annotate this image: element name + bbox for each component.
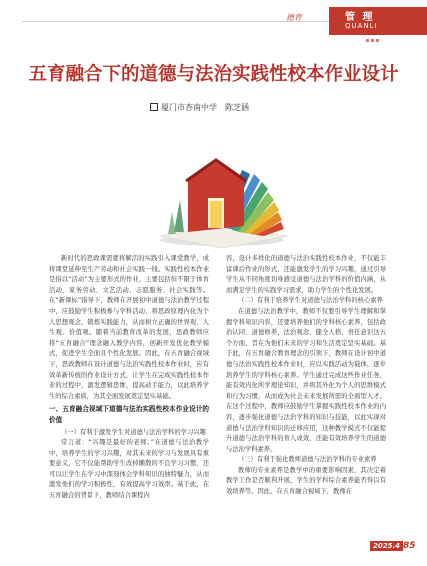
header-section-tab <box>329 7 427 35</box>
subsection-heading: （三）有利于强化教师道德与法治学科的专业素养 <box>238 456 377 464</box>
text-column-right <box>226 254 386 498</box>
decor-square <box>371 39 374 42</box>
decor-square <box>366 39 369 42</box>
text-column-left <box>49 254 209 502</box>
section-title-cn: 管 理 <box>345 12 375 23</box>
paragraph: 常言道：“兴趣是最好的老师。”在道德与法治教学中，培养学生的学习兴趣，对其未来的学习与发展具有重要意义，它不仅能帮助学生改掉懒散的不良学习习惯，还可以让学生在学习中深刻体会学科知识的独特魅力，从而激发他们的学习积极性，有效提高学习效率。基于此，在五育融合的背景下，教师结合课程内 <box>49 439 209 500</box>
paragraph: 在道德与法治教学中，教师不仅要引导学生理解和掌握学科知识内容，还要培养他们的学科核心素养，包括政治认同、道德修养、法治观念、健全人格、责任意识这五个方面，旨在为他们未来的学习和生活奠定坚实基础。基于此，在五育融合教育理念的引领下，教师在设计初中道德与法治实践性校本作业时，应以实践活动为载体，逐步培养学生的学科核心素养。学生通过完成这些作业任务，能有效内化所学理论知识，并将其外化为个人的思维模式和行为习惯，从而成为社会未来发展所需的全面型人才。在这个过程中，教师应鼓励学生掌握实践性校本作业的内容，逐步强化道德与法治学科的知识与技能，以此实现对道德与法治学科知识的迁移应用，这种教学模式不仅能提升道德与法治学科的育人成效，还能有效培养学生的道德与法治学科素养。 <box>226 307 386 453</box>
section-heading: 一、五育融合视域下道德与法治实践性校本作业设计的价值 <box>49 405 209 424</box>
paragraph: 教师的专业素养是教学中的重要影响因素，其决定着教学工作是否顺利开展，学生的学科综合素养能否得以有效培养等。因此，在五育融合视域下，教师在 <box>226 466 386 496</box>
book-house-illustration <box>150 140 300 252</box>
section-title-en: QUANLI <box>345 22 378 30</box>
article-author: 厦门市杏南中学 陈芝涵 <box>161 103 249 112</box>
subsection-heading: （二）有利于培养学生对道德与法治学科的核心素养 <box>238 297 383 305</box>
article-title: 五育融合下的道德与法治实践性校本作业设计 <box>28 64 399 85</box>
issue-badge: 2025.4 <box>370 541 403 551</box>
author-box-icon <box>150 103 158 111</box>
article-author-line <box>150 102 249 113</box>
decor-square <box>376 39 379 42</box>
page-number: 85 <box>403 541 416 551</box>
subsection-heading: （一）有利于激发学生对道德与法治学科的学习兴趣 <box>61 428 206 436</box>
paragraph: 容，设计多样化的道德与法治实践性校本作业，不仅能丰富课后作业的形式，还能激发学生的学习兴趣，通过引导学生从不同角度切身感受道德与法治学科的价值内涵，从而满足学生的实践学习需求，助力学生的个性化发展。 <box>226 255 386 294</box>
paragraph: 新时代的思政课需要将解活的实践引入课堂教学，成将课堂延伸至生产劳动和社会实践一线。实践性校本作业是指以“活动”为主要形式的作业，主要包括但不限于体育活动、家务劳动、文艺活动、志愿服务、社会实践等。在“新课标”指导下，教师在开展初中道德与法治教学过程中，应鼓励学生积极参与学科活动，将思政原理内化为个人思想观念，锻炼实践能力，从而树立正确的世界观、人生观、价值观。随着当前教育改革的发展，思政教师应将“五育融合”理念融入教学内容，创新开发优化教学模式，促进学生全面且个性化发展。因此，在五育融合视域下，思政教师在设计道德与法治实践性校本作业时，应有效革新传统的作业设计方式，让学生在完成实践性校本作业的过程中，激发逻辑思维，提高动手能力，以此培养学生的综合素质，为其全面发展奠定坚实基础。 <box>49 255 209 400</box>
header-category: 德育 <box>286 13 302 22</box>
